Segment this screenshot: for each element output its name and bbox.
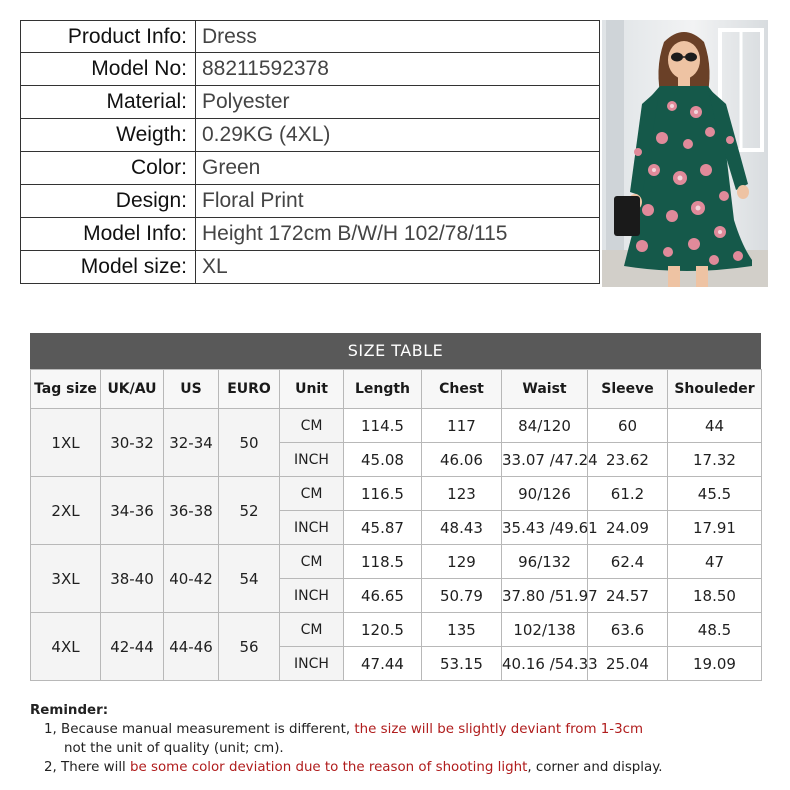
reminder-line-2-text: 2, There will [44,760,131,775]
size-row [31,613,762,647]
size-table-title: SIZE TABLE [30,333,761,369]
reminder-line-1 [30,720,770,739]
info-label: Material: [21,86,196,119]
waist-cell: 90/126 [502,477,588,511]
size-header-cell: Unit [280,370,344,409]
length-cell: 45.87 [344,511,422,545]
unit-cell: INCH [280,511,344,545]
info-row [21,119,600,152]
waist-cell: 33.07 /47.24 [502,443,588,477]
shoulder-cell: 44 [668,409,762,443]
sleeve-cell: 24.09 [588,511,668,545]
tag-size-cell: 1XL [31,409,101,477]
shoulder-cell: 17.32 [668,443,762,477]
size-header-cell: Sleeve [588,370,668,409]
unit-cell: INCH [280,443,344,477]
length-cell: 114.5 [344,409,422,443]
tag-size-cell: 2XL [31,477,101,545]
chest-cell: 46.06 [422,443,502,477]
tag-size-cell: 3XL [31,545,101,613]
info-value: XL [196,251,600,284]
shoulder-cell: 48.5 [668,613,762,647]
product-info-body [21,21,600,284]
us-cell: 36-38 [164,477,219,545]
info-label: Weigth: [21,119,196,152]
info-label: Design: [21,185,196,218]
size-header-cell: UK/AU [101,370,164,409]
chest-cell: 123 [422,477,502,511]
info-row [21,53,600,86]
size-header-cell: Shouleder [668,370,762,409]
info-row [21,185,600,218]
shoulder-cell: 17.91 [668,511,762,545]
info-value: Height 172cm B/W/H 102/78/115 [196,218,600,251]
uk-au-cell: 30-32 [101,409,164,477]
size-header-cell: Tag size [31,370,101,409]
size-header-cell: Waist [502,370,588,409]
euro-cell: 52 [219,477,280,545]
euro-cell: 54 [219,545,280,613]
size-table-container [30,333,761,681]
chest-cell: 135 [422,613,502,647]
info-label: Model No: [21,53,196,86]
size-header-cell: US [164,370,219,409]
uk-au-cell: 38-40 [101,545,164,613]
info-row [21,152,600,185]
sleeve-cell: 63.6 [588,613,668,647]
shoulder-cell: 19.09 [668,647,762,681]
length-cell: 45.08 [344,443,422,477]
shoulder-cell: 18.50 [668,579,762,613]
model-photo [602,20,768,287]
uk-au-cell: 42-44 [101,613,164,681]
chest-cell: 53.15 [422,647,502,681]
us-cell: 44-46 [164,613,219,681]
info-value: 0.29KG (4XL) [196,119,600,152]
info-label: Model Info: [21,218,196,251]
size-row [31,409,762,443]
length-cell: 116.5 [344,477,422,511]
info-label: Color: [21,152,196,185]
size-table-body [31,409,762,681]
reminder [30,701,770,777]
sleeve-cell: 62.4 [588,545,668,579]
info-row [21,251,600,284]
length-cell: 46.65 [344,579,422,613]
size-header-cell: Chest [422,370,502,409]
euro-cell: 50 [219,409,280,477]
size-row [31,477,762,511]
unit-cell: CM [280,409,344,443]
unit-cell: INCH [280,579,344,613]
length-cell: 118.5 [344,545,422,579]
unit-cell: INCH [280,647,344,681]
waist-cell: 35.43 /49.61 [502,511,588,545]
waist-cell: 84/120 [502,409,588,443]
euro-cell: 56 [219,613,280,681]
model-photo-illustration [602,20,768,287]
sleeve-cell: 61.2 [588,477,668,511]
waist-cell: 96/132 [502,545,588,579]
size-header-cell: Length [344,370,422,409]
chest-cell: 129 [422,545,502,579]
waist-cell: 37.80 /51.97 [502,579,588,613]
shoulder-cell: 47 [668,545,762,579]
product-info-table [20,20,600,284]
sleeve-cell: 60 [588,409,668,443]
reminder-line-2-highlight: be some color deviation due to the reason of shooting light [130,760,528,775]
sleeve-cell: 23.62 [588,443,668,477]
unit-cell: CM [280,545,344,579]
waist-cell: 40.16 /54.33 [502,647,588,681]
info-value: Green [196,152,600,185]
reminder-line-1-highlight: the size will be slightly deviant from 1-3cm [354,722,644,737]
unit-cell: CM [280,477,344,511]
size-table [30,369,762,681]
length-cell: 120.5 [344,613,422,647]
size-table-head [31,370,762,409]
us-cell: 32-34 [164,409,219,477]
sleeve-cell: 25.04 [588,647,668,681]
info-value: Dress [196,21,600,53]
reminder-line-1-text: 1, Because manual measurement is different, [44,722,355,737]
info-label: Model size: [21,251,196,284]
reminder-line-2 [30,758,770,777]
reminder-line-2-end: , corner and display. [527,760,663,775]
unit-cell: CM [280,613,344,647]
info-value: 88211592378 [196,53,600,86]
length-cell: 47.44 [344,647,422,681]
tag-size-cell: 4XL [31,613,101,681]
size-header-cell: EURO [219,370,280,409]
info-row [21,86,600,119]
info-row [21,21,600,53]
size-table-header-row [31,370,762,409]
info-value: Polyester [196,86,600,119]
info-value: Floral Print [196,185,600,218]
uk-au-cell: 34-36 [101,477,164,545]
reminder-line-1-continued: not the unit of quality (unit; cm). [64,741,284,756]
chest-cell: 117 [422,409,502,443]
chest-cell: 48.43 [422,511,502,545]
info-label: Product Info: [21,21,196,53]
shoulder-cell: 45.5 [668,477,762,511]
size-row [31,545,762,579]
reminder-heading: Reminder: [30,703,109,718]
chest-cell: 50.79 [422,579,502,613]
info-row [21,218,600,251]
sleeve-cell: 24.57 [588,579,668,613]
us-cell: 40-42 [164,545,219,613]
waist-cell: 102/138 [502,613,588,647]
